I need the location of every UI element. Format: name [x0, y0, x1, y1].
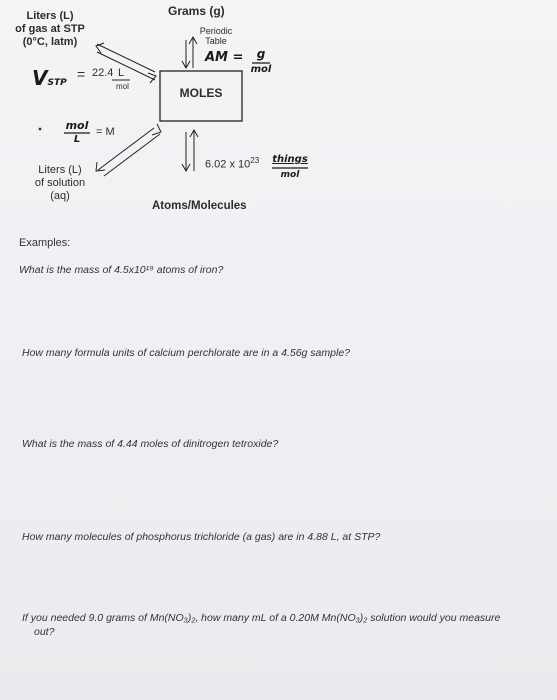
gas-label — [6, 10, 94, 49]
vstp-den: mol — [116, 82, 129, 91]
gas-label-line3: (0°C, latm) — [22, 36, 78, 48]
moles-box: MOLES — [179, 86, 223, 100]
solution-label — [20, 164, 100, 203]
vstp-value: 22.4 — [92, 67, 114, 79]
vstp-num: L — [117, 67, 125, 79]
avogadro-exp: 23 — [250, 156, 260, 165]
periodic-table-line1: Periodic — [199, 26, 233, 36]
am-label: AM = — [205, 50, 244, 65]
example-question-3: What is the mass of 4.44 moles of dinitrogen tetroxide? — [22, 438, 279, 450]
stray-dot — [39, 128, 42, 131]
vstp-symbol — [32, 66, 67, 90]
gas-label-line2: of gas at STP — [15, 23, 85, 35]
example-question-5-line1: If you needed 9.0 grams of Mn(NO₃)₂, how many mL of a 0.20M Mn(NO₃)₂ solution would you measure — [22, 612, 501, 624]
examples-heading: Examples: — [19, 237, 71, 249]
am-fraction-num: g — [256, 47, 266, 61]
molarity-num: mol — [65, 119, 89, 132]
solution-arrow-2 — [104, 134, 160, 176]
vstp-equals: = — [77, 66, 86, 82]
molarity-den: L — [73, 134, 81, 145]
periodic-table-label — [196, 26, 236, 46]
solution-label-line3: (aq) — [50, 190, 70, 202]
atoms-label: Atoms/Molecules — [152, 200, 247, 212]
gas-label-line1: Liters (L) — [26, 10, 74, 22]
example-question-2: How many formula units of calcium perchlorate are in a 4.56g sample? — [22, 347, 350, 359]
avogadro-den: mol — [280, 170, 300, 180]
vstp-sub: STP — [47, 78, 67, 88]
avogadro-num: things — [272, 154, 308, 165]
solution-label-line2: of solution — [34, 177, 86, 189]
vstp-v: V — [32, 66, 48, 90]
periodic-table-line2: Table — [205, 36, 227, 46]
example-question-5-line2: out? — [34, 626, 55, 638]
am-fraction-den: mol — [250, 64, 272, 75]
grams-label: Grams (g) — [168, 4, 225, 18]
avogadro-value — [205, 156, 259, 171]
example-question-5 — [22, 611, 552, 639]
example-question-4: How many molecules of phosphorus trichloride (a gas) are in 4.88 L, at STP? — [22, 531, 381, 543]
avogadro-base: 6.02 x 10 — [205, 158, 251, 171]
example-question-1: What is the mass of 4.5x10¹⁹ atoms of iron? — [19, 264, 224, 276]
molarity-equals: = M — [96, 126, 115, 138]
solution-label-line1: Liters (L) — [38, 164, 82, 176]
